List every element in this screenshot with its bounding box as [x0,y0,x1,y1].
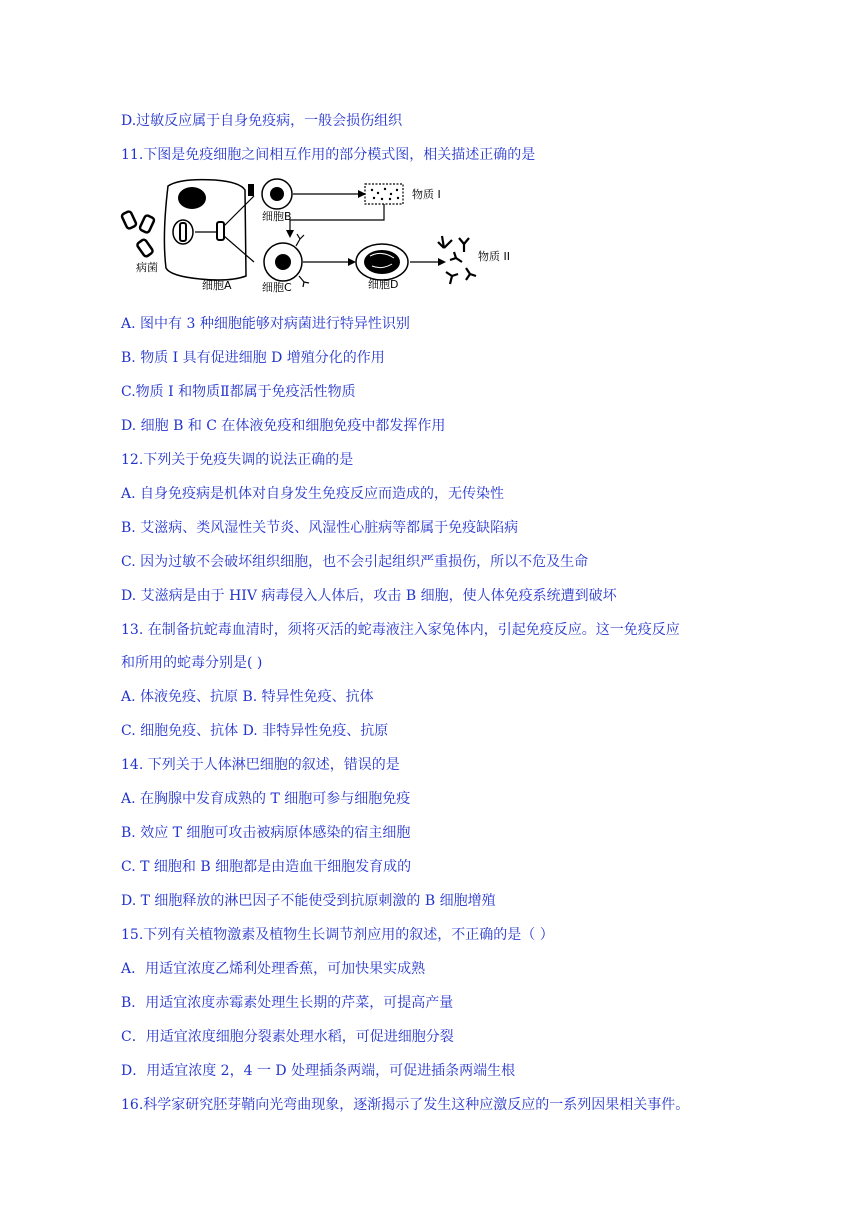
q11-option-b: B. 物质 I 具有促进细胞 D 增殖分化的作用 [121,350,385,366]
q15-option-a: A．用适宜浓度乙烯利处理香蕉，可加快果实成熟 [121,961,426,977]
cell-a-nucleus [178,187,206,209]
q14-option-a: A. 在胸腺中发育成熟的 T 细胞可参与细胞免疫 [121,791,411,807]
q13-options-ab: A. 体液免疫、抗原 B. 特异性免疫、抗体 [121,689,374,705]
q11-option-a: A. 图中有 3 种细胞能够对病菌进行特异性识别 [121,316,410,332]
cell-d-label: 细胞D [368,278,399,291]
q11-option-d: D. 细胞 B 和 C 在体液免疫和细胞免疫中都发挥作用 [121,418,446,434]
cell-b-label: 细胞B [262,210,292,223]
q10-option-d: D.过敏反应属于自身免疫病，一般会损伤组织 [121,113,403,129]
q11-option-c: C.物质 I 和物质Ⅱ都属于免疫活性物质 [121,384,356,400]
q12-stem: 12.下列关于免疫失调的说法正确的是 [121,452,354,468]
bacteria-label: 病菌 [136,261,158,274]
q14-option-d: D. T 细胞释放的淋巴因子不能使受到抗原刺激的 B 细胞增殖 [121,893,496,909]
q12-option-a: A. 自身免疫病是机体对自身发生免疫反应而造成的，无传染性 [121,486,505,502]
q15-option-c: C．用适宜浓度细胞分裂素处理水稻，可促进细胞分裂 [121,1029,454,1045]
q13-stem-continued: 和所用的蛇毒分别是( ) [121,655,263,671]
q12-option-c: C. 因为过敏不会破坏组织细胞，也不会引起组织严重损伤，所以不危及生命 [121,554,589,570]
cell-b-nucleus [270,187,284,201]
cell-a-label: 细胞A [202,279,232,292]
q11-stem: 11.下图是免疫细胞之间相互作用的部分模式图，相关描述正确的是 [121,147,536,163]
q12-option-b: B. 艾滋病、类风湿性关节炎、风湿性心脏病等都属于免疫缺陷病 [121,520,519,536]
immune-cell-diagram [120,176,540,294]
q14-stem: 14. 下列关于人体淋巴细胞的叙述，错误的是 [121,757,400,773]
substance-2-label: 物质 II [478,250,510,263]
substance-2-icon [438,236,476,284]
q14-option-b: B. 效应 T 细胞可攻击被病原体感染的宿主细胞 [121,825,411,841]
engulfed-bacteria-icon [173,220,193,244]
bacteria-icon [121,211,155,258]
substance-1-icon [365,184,403,204]
cell-c-label: 细胞C [262,281,292,294]
cell-c-nucleus [275,254,291,270]
q13-options-cd: C. 细胞免疫、抗体 D. 非特异性免疫、抗原 [121,723,389,739]
q16-stem: 16.科学家研究胚芽鞘向光弯曲现象，逐渐揭示了发生这种应激反应的一系列因果相关事件。 [121,1097,690,1113]
q14-option-c: C. T 细胞和 B 细胞都是由造血干细胞发育成的 [121,859,412,875]
substance-1-label: 物质 I [412,188,441,201]
cell-b-receptor-icon [248,184,254,196]
q15-option-d: D．用适宜浓度 2，4 一 D 处理插条两端，可促进插条两端生根 [121,1063,516,1079]
q15-option-b: B．用适宜浓度赤霉素处理生长期的芹菜，可提高产量 [121,995,454,1011]
q15-stem: 15.下列有关植物激素及植物生长调节剂应用的叙述，不正确的是（ ） [121,927,554,943]
q12-option-d: D. 艾滋病是由于 HIV 病毒侵入人体后，攻击 B 细胞，使人体免疫系统遭到破坏 [121,588,617,604]
antigen-fragment-icon [217,222,224,240]
q13-stem: 13. 在制备抗蛇毒血清时，须将灭活的蛇毒液注入家兔体内，引起免疫反应。这一免疫反应 [121,622,680,638]
